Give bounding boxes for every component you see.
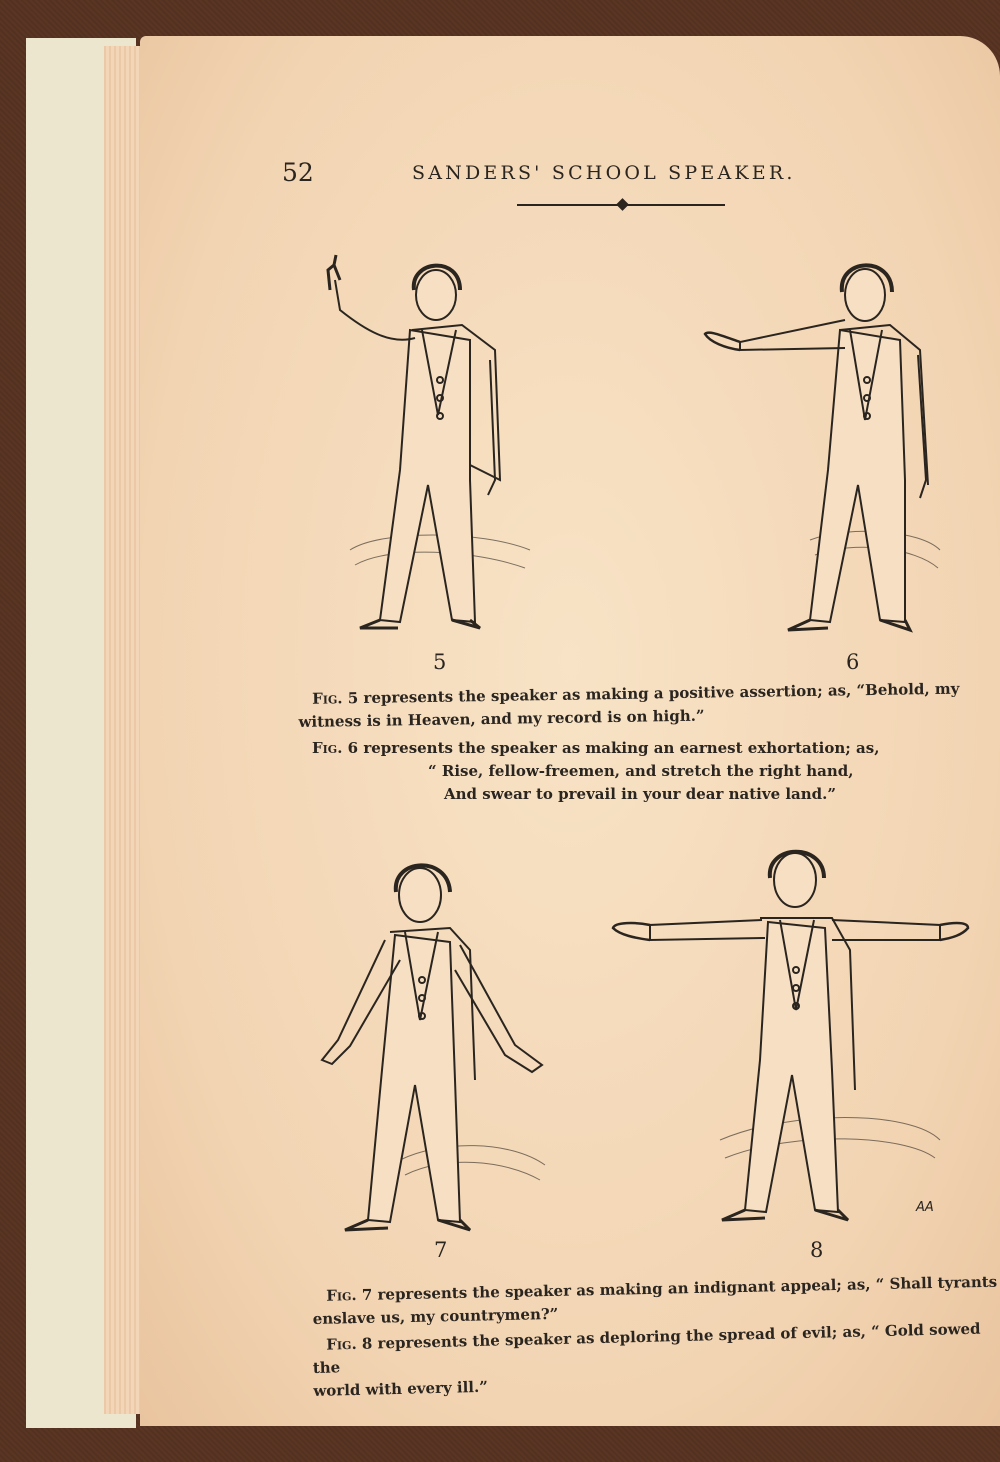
running-title: SANDERS' SCHOOL SPEAKER. bbox=[412, 162, 796, 184]
caption-line: witness is in Heaven, and my record is on high.” bbox=[298, 706, 705, 731]
figure-8-number: 8 bbox=[810, 1238, 824, 1262]
caption-line: represents the speaker as making an earnest exhortation; as, bbox=[363, 739, 880, 757]
caption-label: Fig. 6 bbox=[312, 739, 359, 757]
speaker-pointing-up-icon bbox=[310, 250, 550, 650]
artist-monogram: AA bbox=[916, 1200, 934, 1215]
speaker-arms-down-open-icon bbox=[310, 850, 560, 1250]
figure-5-number: 5 bbox=[433, 650, 447, 674]
figure-7-number: 7 bbox=[434, 1238, 448, 1262]
speaker-arms-spread-icon bbox=[610, 840, 970, 1240]
figure-5 bbox=[310, 250, 550, 674]
speaker-arm-extended-icon bbox=[700, 250, 950, 650]
caption-line: world with every ill.” bbox=[313, 1377, 489, 1400]
page-header bbox=[0, 158, 1000, 198]
figure-7 bbox=[310, 850, 560, 1262]
figure-6-number: 6 bbox=[846, 650, 860, 674]
caption-label: Fig. 7 bbox=[326, 1285, 373, 1305]
caption-line: represents the speaker as making an indignant appeal; as, “ Shall tyrants bbox=[377, 1272, 998, 1304]
figure-6 bbox=[700, 250, 950, 674]
caption-line: And swear to prevail in your dear native land.” bbox=[444, 785, 836, 803]
caption-label: Fig. 5 bbox=[312, 689, 359, 708]
caption-fig-6 bbox=[312, 737, 952, 806]
caption-line: enslave us, my countrymen?” bbox=[312, 1304, 559, 1328]
caption-line: represents the speaker as deploring the spread of evil; as, “ Gold sowed the bbox=[312, 1319, 981, 1377]
caption-label: Fig. 8 bbox=[326, 1334, 373, 1354]
page-number: 52 bbox=[282, 158, 314, 187]
caption-line: represents the speaker as making a positive assertion; as, “Behold, my bbox=[363, 679, 960, 707]
figure-8 bbox=[610, 840, 970, 1262]
caption-line: “ Rise, fellow-freemen, and stretch the right hand, bbox=[428, 762, 854, 780]
